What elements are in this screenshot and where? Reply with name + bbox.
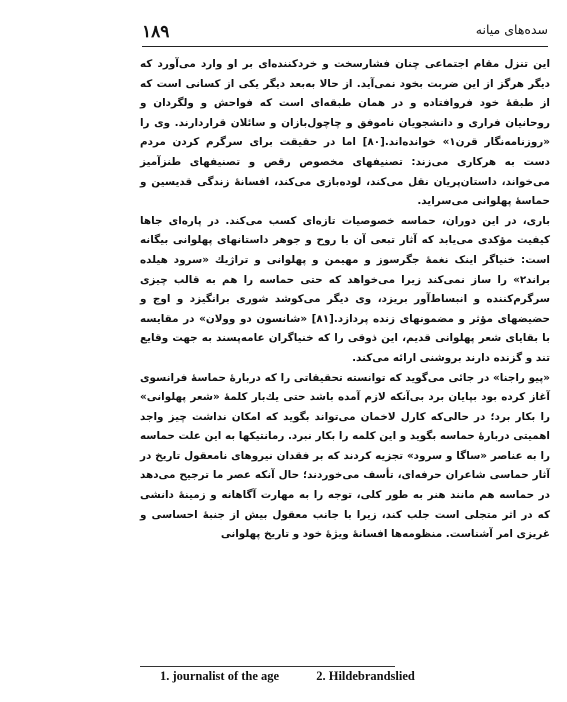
page-number: ۱۸۹ (142, 22, 170, 42)
footnotes (160, 669, 540, 684)
footnote: 1. journalist of the age (160, 669, 280, 683)
footnote: 2. Hildebrandslied (316, 669, 415, 683)
page-header (142, 22, 548, 47)
running-head: سده‌های میانه (475, 22, 548, 37)
paragraph: «پیو راجنا» در جائی می‌گوید که توانسته تحقیقاتی را که دربارهٔ حماسهٔ فرانسوی آغاز کرده بود بپایان برد بی‌آنکه لازم آمده باشد حتی یك‌بار کلمهٔ «شعر پهلوانی» را بکار برد؛ در حالی‌که کارل لاخمان می‌تواند بگوید که امکان نداشت چیز واجد اهمیتی دربارهٔ حماسه بگوید و این کلمه را بکار نبرد. رمانتیکها به این علت حماسه را به عناصر «ساگا و سرود» تجزیه کردند که بر فقدان نیروهای نامعقول تاریخ در آثار حماسی شاعران حرفه‌ای، تأسف می‌خوردند؛ حال آنکه عصر ما ترجیح می‌دهد در حماسه هم مانند هنر به طور کلی، توجه را به مهارت آگاهانه و زمینهٔ دانشی که در اثر متجلی است جلب کند، زیرا با جانب معقول بیش از جنبهٔ احساسی و غریزی امر آشناست. منظومه‌ها افسانهٔ ویژهٔ خود و تاریخ پهلوانی (140, 371, 550, 541)
paragraph: این تنزل مقام اجتماعی چنان فشارسخت و خردکننده‌ای بر او وارد می‌آورد که دیگر هرگز از این ضربت بخود نمی‌آید. از حالا به‌بعد دیگر یکی از کسانی است که از طبقهٔ خود فروافتاده و در همان طبقه‌ای است که فواحش و ولگردان و روحانیان فراری و دانشجویان ناموفق و چاچول‌بازان و سائلان قراردارند. وی را «روزنامه‌نگار قرن۱» خوانده‌اند.[۸۰] اما در حقیقت برای سرگرم کردن مردم دست به هرکاری می‌زند: تصنیفهای مخصوص رقص و تصنیفهای طنزآمیز می‌خواند، داستان‌پریان نقل می‌کند، لوده‌بازی می‌کند، افسانهٔ زندگی قدیسین و حماسهٔ پهلوانی می‌سراید. (140, 58, 550, 208)
paragraph: باری، در این دوران، حماسه خصوصیات تازه‌ای کسب می‌کند. در پاره‌ای جاها کیفیت مؤکدی می‌یابد که آثار تبعی آن با روح و جوهر داستانهای پهلوانی بیگانه است: خنیاگر اینک نغمهٔ جگرسوز و مهیمن و پهلوانی و تراژیك «سرود هیلده براند۲» را ساز نمی‌کند زیرا می‌خواهد که حتی حماسه را هم به قالب چیزی سرگرم‌کننده و انبساط‌آور بریزد، وی دیگر می‌کوشد شوری برانگیزد و اوج و حضیضهای مؤثر و مضمونهای زنده پردازد.[۸۱] «شانسون دو وولان» در مقایسه با بقایای شعر پهلوانی قدیم، این ذوقی را که خنیاگران عامه‌پسند به جهت وقایع تند و گزنده دارند بروشنی ارائه می‌کند. (140, 214, 550, 364)
footnote-separator (140, 666, 395, 667)
body-text (140, 55, 550, 545)
